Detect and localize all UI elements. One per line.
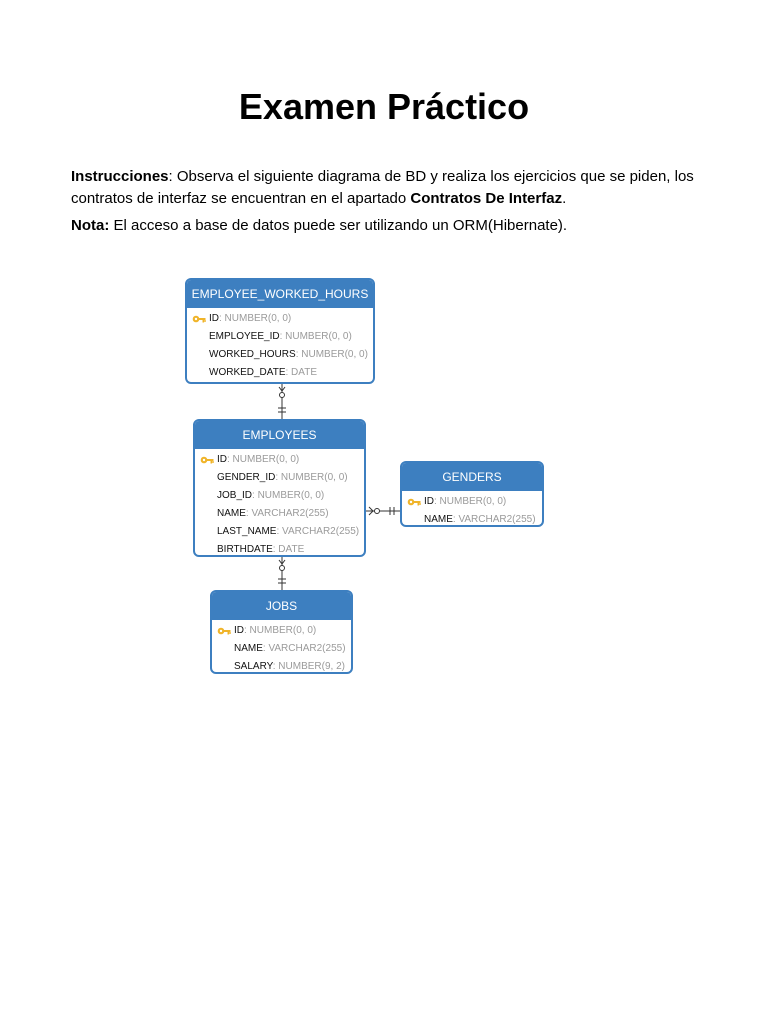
field-name: NAME bbox=[424, 514, 453, 525]
field-name: EMPLOYEE_ID bbox=[209, 331, 280, 342]
table-header: JOBS bbox=[212, 592, 351, 620]
field-row bbox=[402, 493, 542, 511]
field-type: : VARCHAR2(255) bbox=[276, 526, 360, 537]
field-type: : NUMBER(0, 0) bbox=[275, 472, 348, 483]
field-type: : NUMBER(0, 0) bbox=[219, 313, 292, 324]
table-header: EMPLOYEES bbox=[195, 421, 364, 449]
field-type: : NUMBER(0, 0) bbox=[295, 349, 368, 360]
note-paragraph bbox=[71, 215, 711, 237]
field-type: : NUMBER(9, 2) bbox=[272, 661, 345, 672]
table-jobs bbox=[210, 590, 353, 674]
instructions-text: : Observa el siguiente diagrama de BD y realiza los ejercicios que se piden, los contratos de interfaz se encuentran en el apartado bbox=[71, 168, 694, 207]
field-type: : DATE bbox=[285, 367, 317, 378]
field-name: NAME bbox=[234, 643, 263, 654]
field-type: : VARCHAR2(255) bbox=[245, 508, 329, 519]
field-name: LAST_NAME bbox=[217, 526, 277, 537]
field-name: ID bbox=[424, 496, 434, 507]
primary-key-icon bbox=[217, 625, 231, 637]
field-name: NAME bbox=[217, 508, 246, 519]
table-header: EMPLOYEE_WORKED_HOURS bbox=[187, 280, 373, 308]
field-name: ID bbox=[209, 313, 219, 324]
field-row bbox=[187, 364, 373, 382]
primary-key-icon bbox=[200, 454, 214, 466]
field-type: : VARCHAR2(255) bbox=[262, 643, 346, 654]
field-row bbox=[212, 658, 351, 674]
rel-employees-jobs bbox=[278, 557, 286, 590]
field-row bbox=[195, 523, 364, 541]
field-row bbox=[195, 505, 364, 523]
field-row bbox=[195, 451, 364, 469]
page-title: Examen Práctico bbox=[238, 86, 530, 127]
table-header: GENDERS bbox=[402, 463, 542, 491]
field-row bbox=[212, 640, 351, 658]
field-name: JOB_ID bbox=[217, 490, 253, 501]
table-employees bbox=[193, 419, 366, 557]
note-label: Nota: bbox=[71, 217, 110, 234]
primary-key-icon bbox=[192, 313, 206, 325]
field-row bbox=[195, 487, 364, 505]
note-text: El acceso a base de datos puede ser utilizando un ORM(Hibernate). bbox=[109, 217, 568, 234]
field-row bbox=[195, 541, 364, 557]
field-type: : VARCHAR2(255) bbox=[452, 514, 536, 525]
field-row bbox=[187, 310, 373, 328]
field-name: GENDER_ID bbox=[217, 472, 276, 483]
field-type: : NUMBER(0, 0) bbox=[252, 490, 325, 501]
field-type: : DATE bbox=[272, 544, 305, 555]
field-row bbox=[187, 346, 373, 364]
field-row bbox=[212, 622, 351, 640]
field-name: BIRTHDATE bbox=[217, 544, 273, 555]
field-type: : NUMBER(0, 0) bbox=[244, 625, 317, 636]
field-name: ID bbox=[234, 625, 244, 636]
rel-employees-genders bbox=[366, 507, 400, 515]
field-name: ID bbox=[217, 454, 227, 465]
table-genders bbox=[400, 461, 544, 527]
field-type: : NUMBER(0, 0) bbox=[434, 496, 507, 507]
instructions-paragraph bbox=[71, 166, 711, 210]
instructions-end: . bbox=[562, 190, 567, 207]
field-name: WORKED_DATE bbox=[209, 367, 286, 378]
rel-ewh-employees bbox=[278, 384, 286, 419]
instructions-label: Instrucciones bbox=[71, 168, 169, 185]
field-type: : NUMBER(0, 0) bbox=[227, 454, 300, 465]
primary-key-icon bbox=[407, 496, 421, 508]
field-name: SALARY bbox=[234, 661, 273, 672]
field-row bbox=[402, 511, 542, 527]
table-employee-worked-hours bbox=[185, 278, 375, 384]
field-row bbox=[187, 328, 373, 346]
field-type: : NUMBER(0, 0) bbox=[279, 331, 352, 342]
field-name: WORKED_HOURS bbox=[209, 349, 296, 360]
interface-contracts-bold: Contratos De Interfaz bbox=[410, 190, 563, 207]
field-row bbox=[195, 469, 364, 487]
